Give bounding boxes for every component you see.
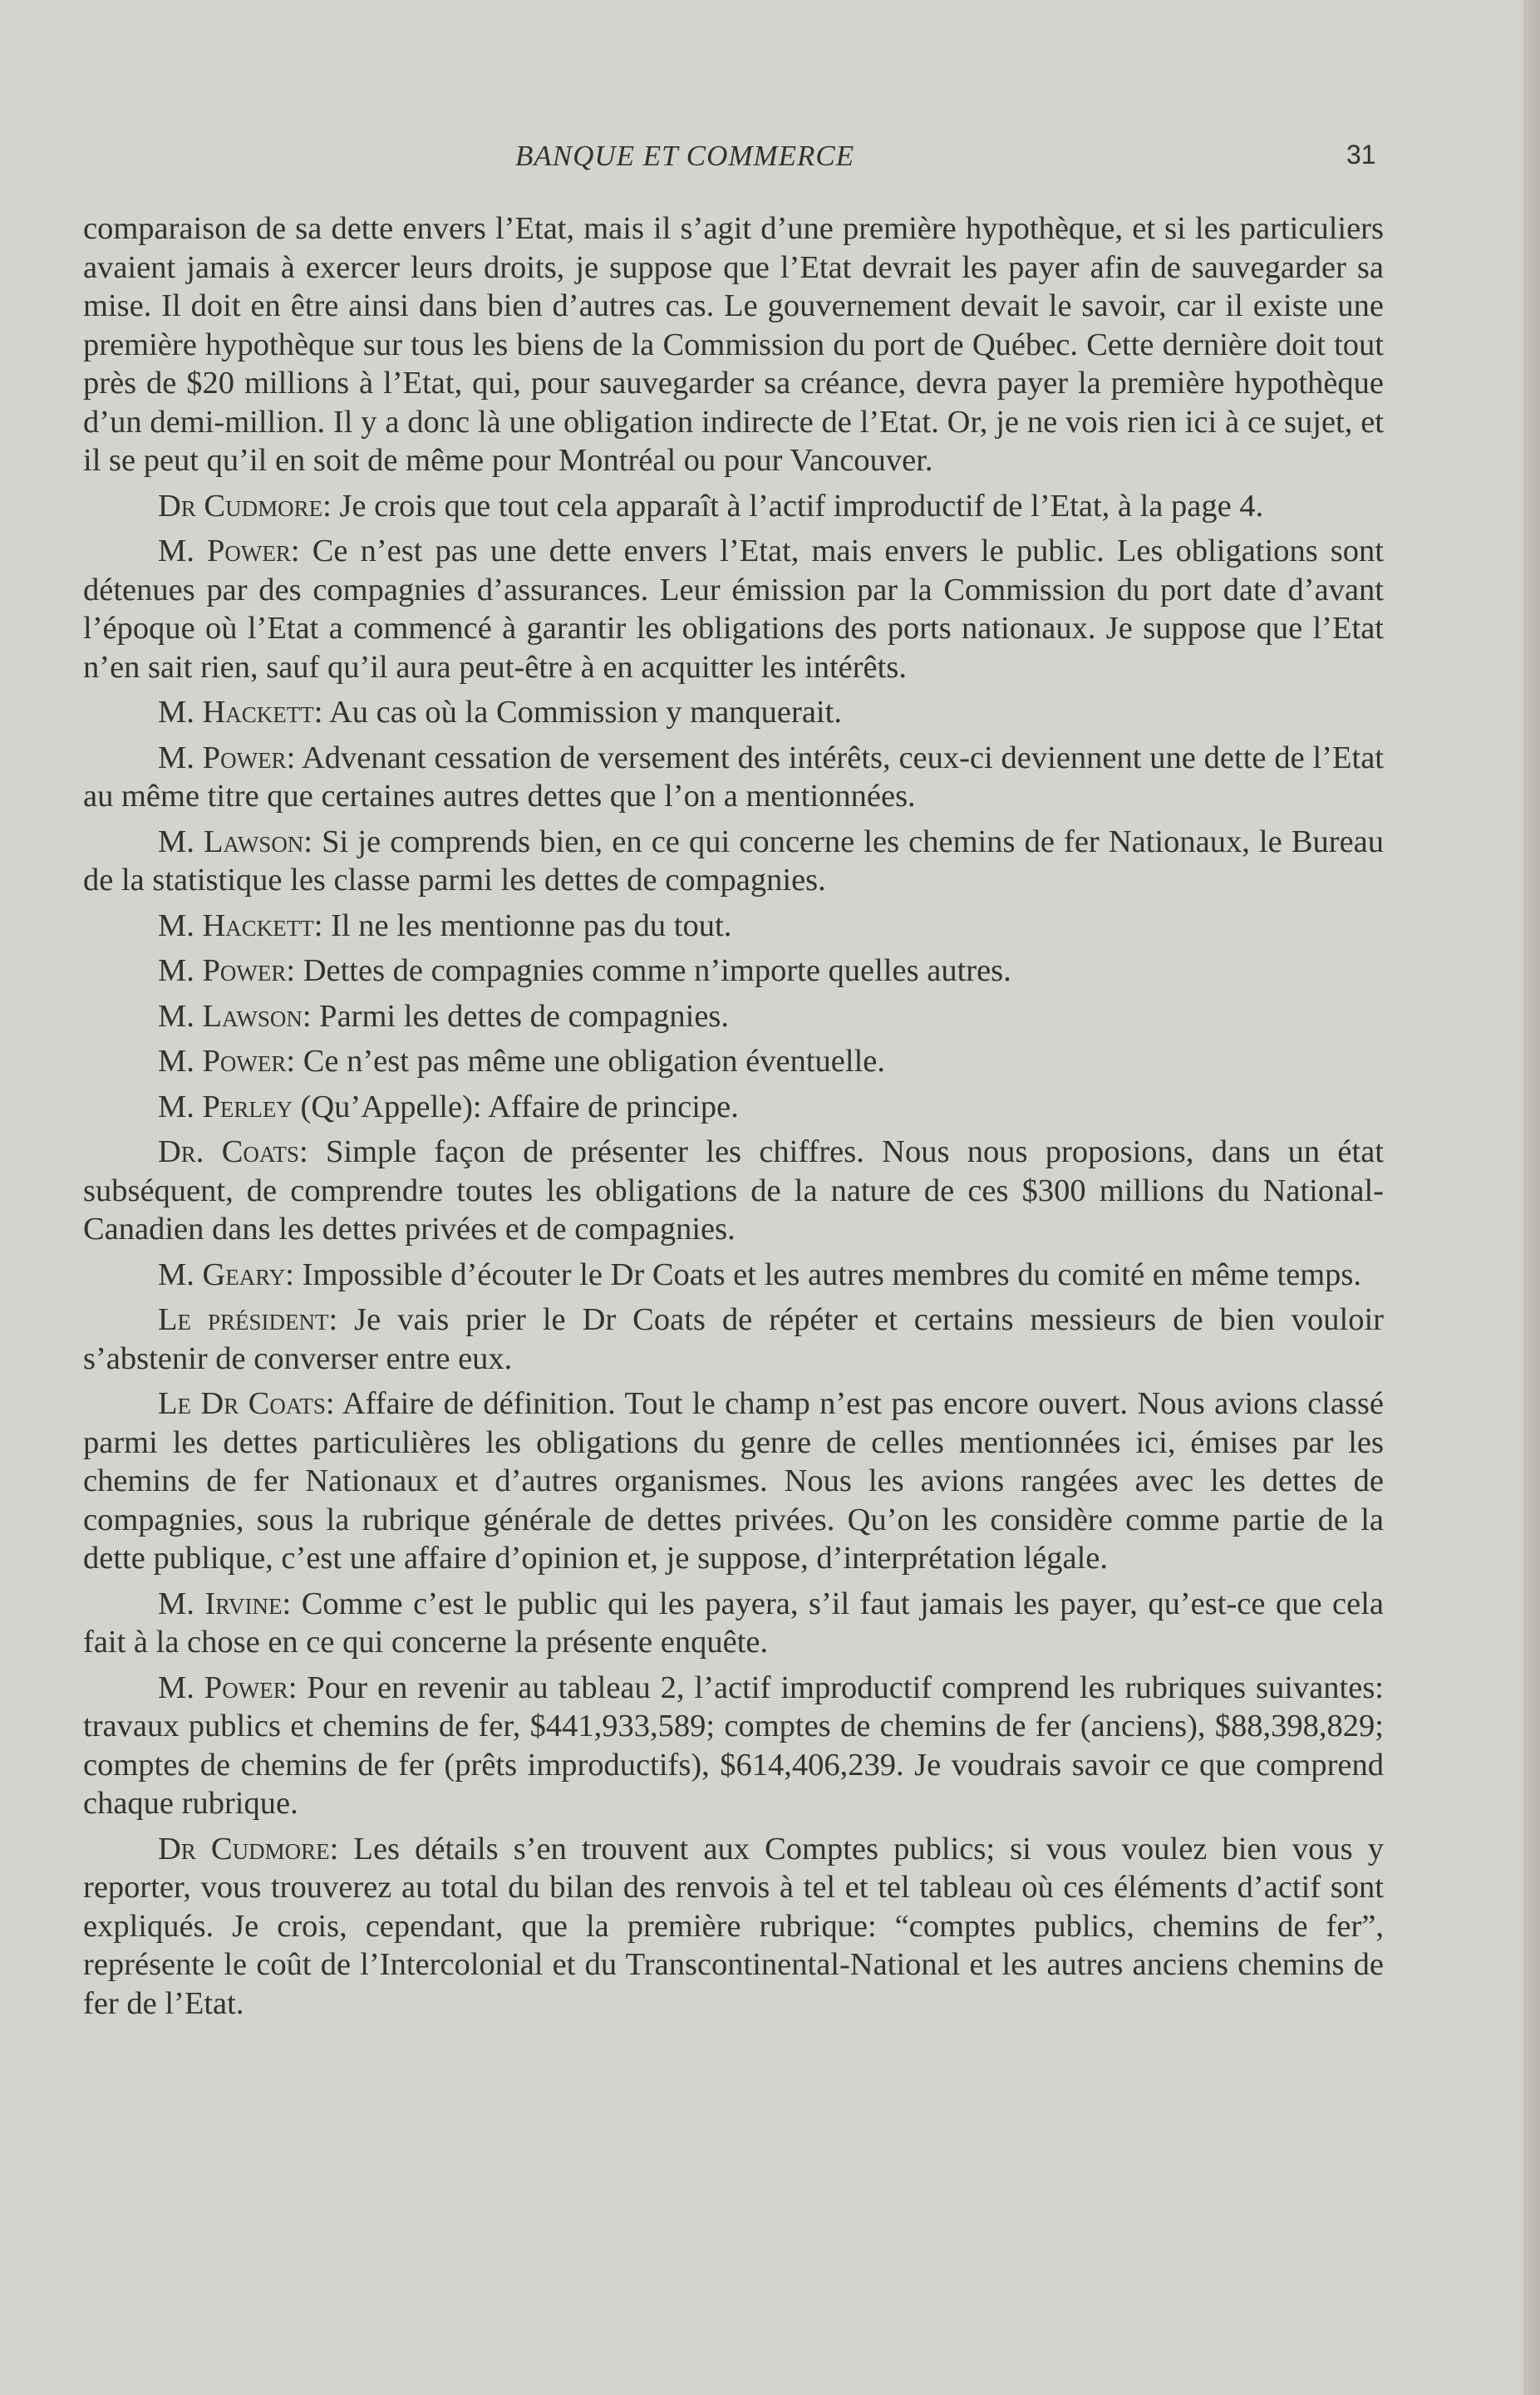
speaker-name: Dr Cudmore: <box>158 1831 339 1866</box>
speaker-name: Le Dr Coats: <box>158 1386 335 1421</box>
paragraph <box>83 823 1384 900</box>
running-head: BANQUE ET COMMERCE <box>515 140 855 172</box>
paragraph <box>83 997 1384 1036</box>
speaker-name: M. Irvine: <box>158 1586 292 1621</box>
speaker-name: M. Power: <box>158 1044 296 1079</box>
paragraph-text: comparaison de sa dette envers l’Etat, mais il s’agit d’une première hypothèque, et si les particuliers avaient jamais à exercer leurs droits, je suppose que l’Etat devrait les payer afin de sauvegarder sa mise. Il doit en être ainsi dans bien d’autres cas. Le gouvernement devait le savoir, car il existe une première hypothèque sur tous les biens de la Commission du port de Québec. Cette dernière doit tout près de $20 millions à l’Etat, qui, pour sauvegarder sa créance, devra payer la première hypothèque d’un demi-million. Il y a donc là une obligation indirecte de l’Etat. Or, je ne vois rien ici à ce sujet, et il se peut qu’il en soit de même pour Montréal ou pour Vancouver. <box>83 211 1384 478</box>
paragraph <box>83 532 1384 686</box>
page-header <box>83 140 1380 181</box>
paragraph-text: Affaire de définition. Tout le champ n’est pas encore ouvert. Nous avions classé parmi les dettes particulières les obligations du genre de celles mentionnées ici, émises par les chemins de fer Nationaux et d’autres organismes. Nous les avions rangées avec les dettes de compagnies, sous la rubrique générale de dettes privées. Qu’on les considère comme partie de la dette publique, c’est une affaire d’opinion et, je suppose, d’interprétation légale. <box>83 1386 1384 1576</box>
speaker-name: M. Power: <box>158 740 296 775</box>
paragraph-text: Dettes de compagnies comme n’importe quelles autres. <box>295 953 1011 988</box>
body-text <box>83 209 1384 2029</box>
paragraph <box>83 1256 1384 1295</box>
speaker-name: M. Power: <box>158 1670 298 1705</box>
speaker-name: M. Geary: <box>158 1257 294 1292</box>
paragraph <box>83 1042 1384 1081</box>
paragraph <box>83 1088 1384 1127</box>
speaker-name: M. Hackett: <box>158 695 323 730</box>
paragraph-text: Au cas où la Commission y manquerait. <box>322 695 842 730</box>
paragraph-text: Je vais prier le Dr Coats de répéter et certains messieurs de bien vouloir s’abstenir de converser entre eux. <box>83 1302 1384 1376</box>
paragraph-text: Parmi les dettes de compagnies. <box>311 998 730 1034</box>
paragraph <box>83 952 1384 991</box>
speaker-name: M. Hackett: <box>158 907 323 943</box>
speaker-name: M. Perley <box>158 1089 293 1124</box>
speaker-name: M. Power: <box>158 953 296 988</box>
speaker-name: M. Lawson: <box>158 998 312 1034</box>
paragraph <box>83 1133 1384 1249</box>
paragraph-text: Advenant cessation de versement des intérêts, ceux-ci deviennent une dette de l’Etat au même titre que certaines autres dettes que l’on a mentionnées. <box>83 740 1384 814</box>
paragraph-text: Comme c’est le public qui les payera, s’il faut jamais les payer, qu’est-ce que cela fait à la chose en ce qui concerne la présente enquête. <box>83 1586 1384 1660</box>
page-number: 31 <box>1346 140 1376 170</box>
paragraph-text: Il ne les mentionne pas du tout. <box>322 907 732 943</box>
paragraph-text: Les détails s’en trouvent aux Comptes publics; si vous voulez bien vous y reporter, vous trouverez au total du bilan des renvois à tel et tel tableau où ces éléments d’actif sont expliqués. Je crois, cependant, que la première rubrique: “comptes publics, chemins de fer”, représente le coût de l’Intercolonial et du Transcontinental-National et les autres anciens chemins de fer de l’Etat. <box>83 1831 1384 2021</box>
paragraph <box>83 1301 1384 1378</box>
page-edge-shadow <box>1523 0 1540 2395</box>
paragraph-text: (Qu’Appelle): Affaire de principe. <box>292 1089 739 1124</box>
paragraph-text: Ce n’est pas une dette envers l’Etat, mais envers le public. Les obligations sont détenues par des compagnies d’assurances. Leur émission par la Commission du port date d’avant l’époque où l’Etat a commencé à garantir les obligations des ports nationaux. Je suppose que l’Etat n’en sait rien, sauf qu’il aura peut-être à en acquitter les intérêts. <box>83 534 1384 685</box>
paragraph-text: Pour en revenir au tableau 2, l’actif improductif comprend les rubriques suivantes: travaux publics et chemins de fer, $441,933,589; comptes de chemins de fer (anciens), $88,398,829; comptes de chemins de fer (prêts improductifs), $614,406,239. Je voudrais savoir ce que comprend chaque rubrique. <box>83 1670 1385 1821</box>
paragraph <box>83 487 1384 526</box>
paragraph <box>83 1830 1384 2024</box>
paragraph-text: Ce n’est pas même une obligation éventuelle. <box>295 1044 885 1079</box>
paragraph <box>83 1669 1384 1823</box>
paragraph <box>83 1585 1384 1662</box>
speaker-name: Le président: <box>158 1302 338 1337</box>
speaker-name: Dr. Coats: <box>158 1134 308 1169</box>
paragraph <box>83 907 1384 946</box>
speaker-name: M. Power: <box>158 534 300 568</box>
paragraph <box>83 1384 1384 1578</box>
paragraph-text: Si je comprends bien, en ce qui concerne les chemins de fer Nationaux, le Bureau de la statistique les classe parmi les dettes de compagnies. <box>83 824 1384 898</box>
speaker-name: Dr Cudmore: <box>158 488 332 524</box>
speaker-name: M. Lawson: <box>158 824 313 859</box>
paragraph <box>83 693 1384 732</box>
paragraph-text: Je crois que tout cela apparaît à l’actif improductif de l’Etat, à la page 4. <box>331 488 1264 524</box>
paragraph <box>83 739 1384 816</box>
paragraph <box>83 209 1384 480</box>
paragraph-text: Impossible d’écouter le Dr Coats et les autres membres du comité en même temps. <box>294 1257 1362 1292</box>
paragraph-text: Simple façon de présenter les chiffres. Nous nous proposions, dans un état subséquent, de comprendre toutes les obligations de la nature de ces $300 millions du National-Canadien dans les dettes privées et de compagnies. <box>83 1134 1385 1247</box>
